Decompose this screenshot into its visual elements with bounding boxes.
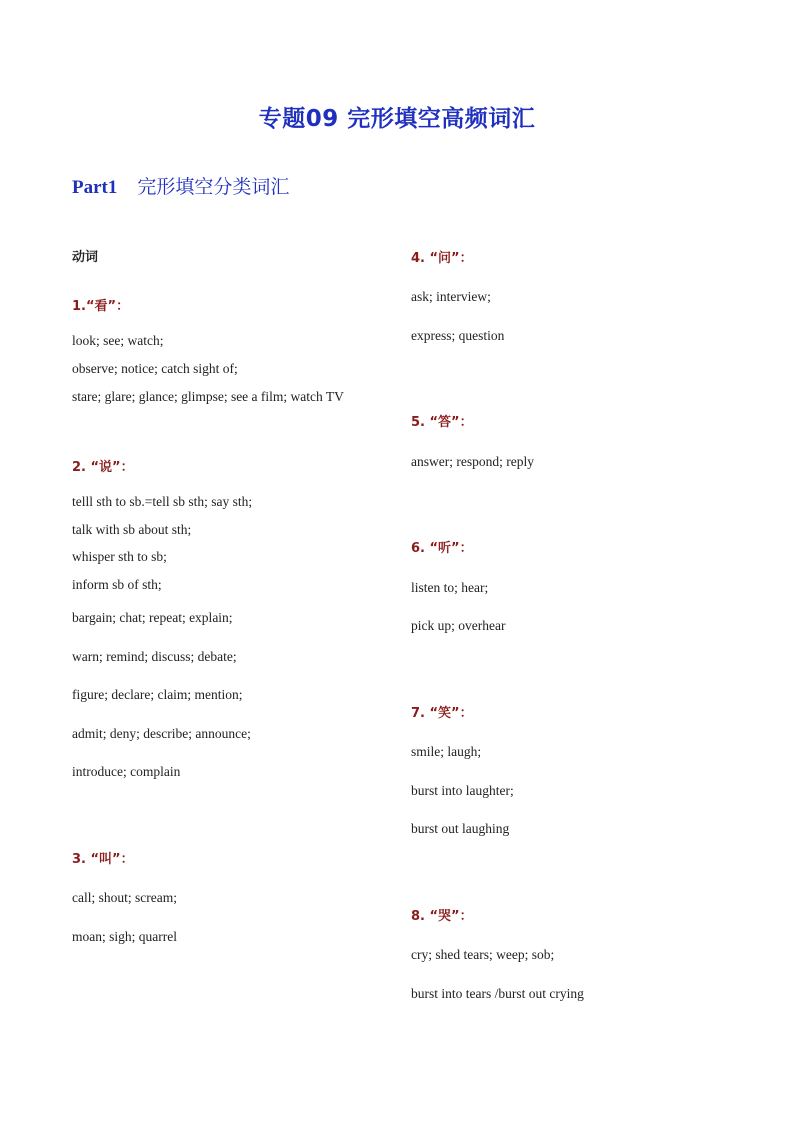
- part-heading: [72, 172, 289, 199]
- page-title: 专题09 完形填空高频词汇: [258, 106, 536, 132]
- laugh-line-1: smile; laugh;: [411, 744, 482, 759]
- part-number: Part1: [72, 177, 118, 198]
- section-heading-call: 3. “叫”：: [72, 852, 134, 867]
- section-heading-say: 2. “说”：: [72, 460, 134, 475]
- cry-line-2: burst into tears /burst out crying: [411, 986, 584, 1001]
- say-line-7: figure; declare; claim; mention;: [72, 687, 243, 702]
- category-heading: 动词: [72, 250, 99, 265]
- section-heading-laugh: 7. “笑”：: [411, 706, 473, 721]
- see-line-1: look; see; watch;: [72, 333, 164, 348]
- say-line-8: admit; deny; describe; announce;: [72, 726, 251, 741]
- say-line-5: bargain; chat; repeat; explain;: [72, 610, 233, 625]
- say-line-9: introduce; complain: [72, 764, 181, 779]
- ask-line-1: ask; interview;: [411, 289, 491, 304]
- say-line-3: whisper sth to sb;: [72, 549, 167, 564]
- listen-line-2: pick up; overhear: [411, 618, 506, 633]
- listen-line-1: listen to; hear;: [411, 580, 489, 595]
- call-line-1: call; shout; scream;: [72, 890, 177, 905]
- see-line-2: observe; notice; catch sight of;: [72, 361, 238, 376]
- call-line-2: moan; sigh; quarrel: [72, 929, 177, 944]
- say-line-1: telll sth to sb.=tell sb sth; say sth;: [72, 494, 253, 509]
- answer-line-1: answer; respond; reply: [411, 454, 534, 469]
- section-heading-listen: 6. “听”：: [411, 541, 473, 556]
- section-heading-cry: 8. “哭”：: [411, 909, 473, 924]
- cry-line-1: cry; shed tears; weep; sob;: [411, 947, 555, 962]
- see-line-3: stare; glare; glance; glimpse; see a film; watch TV: [72, 389, 344, 404]
- laugh-line-3: burst out laughing: [411, 821, 510, 836]
- say-line-2: talk with sb about sth;: [72, 522, 192, 537]
- say-line-4: inform sb of sth;: [72, 577, 162, 592]
- section-heading-ask: 4. “问”：: [411, 251, 473, 266]
- part-label: 完形填空分类词汇: [137, 176, 290, 198]
- ask-line-2: express; question: [411, 328, 505, 343]
- say-line-6: warn; remind; discuss; debate;: [72, 649, 237, 664]
- laugh-line-2: burst into laughter;: [411, 783, 514, 798]
- section-heading-answer: 5. “答”：: [411, 415, 473, 430]
- section-heading-see: 1.“看”：: [72, 299, 130, 314]
